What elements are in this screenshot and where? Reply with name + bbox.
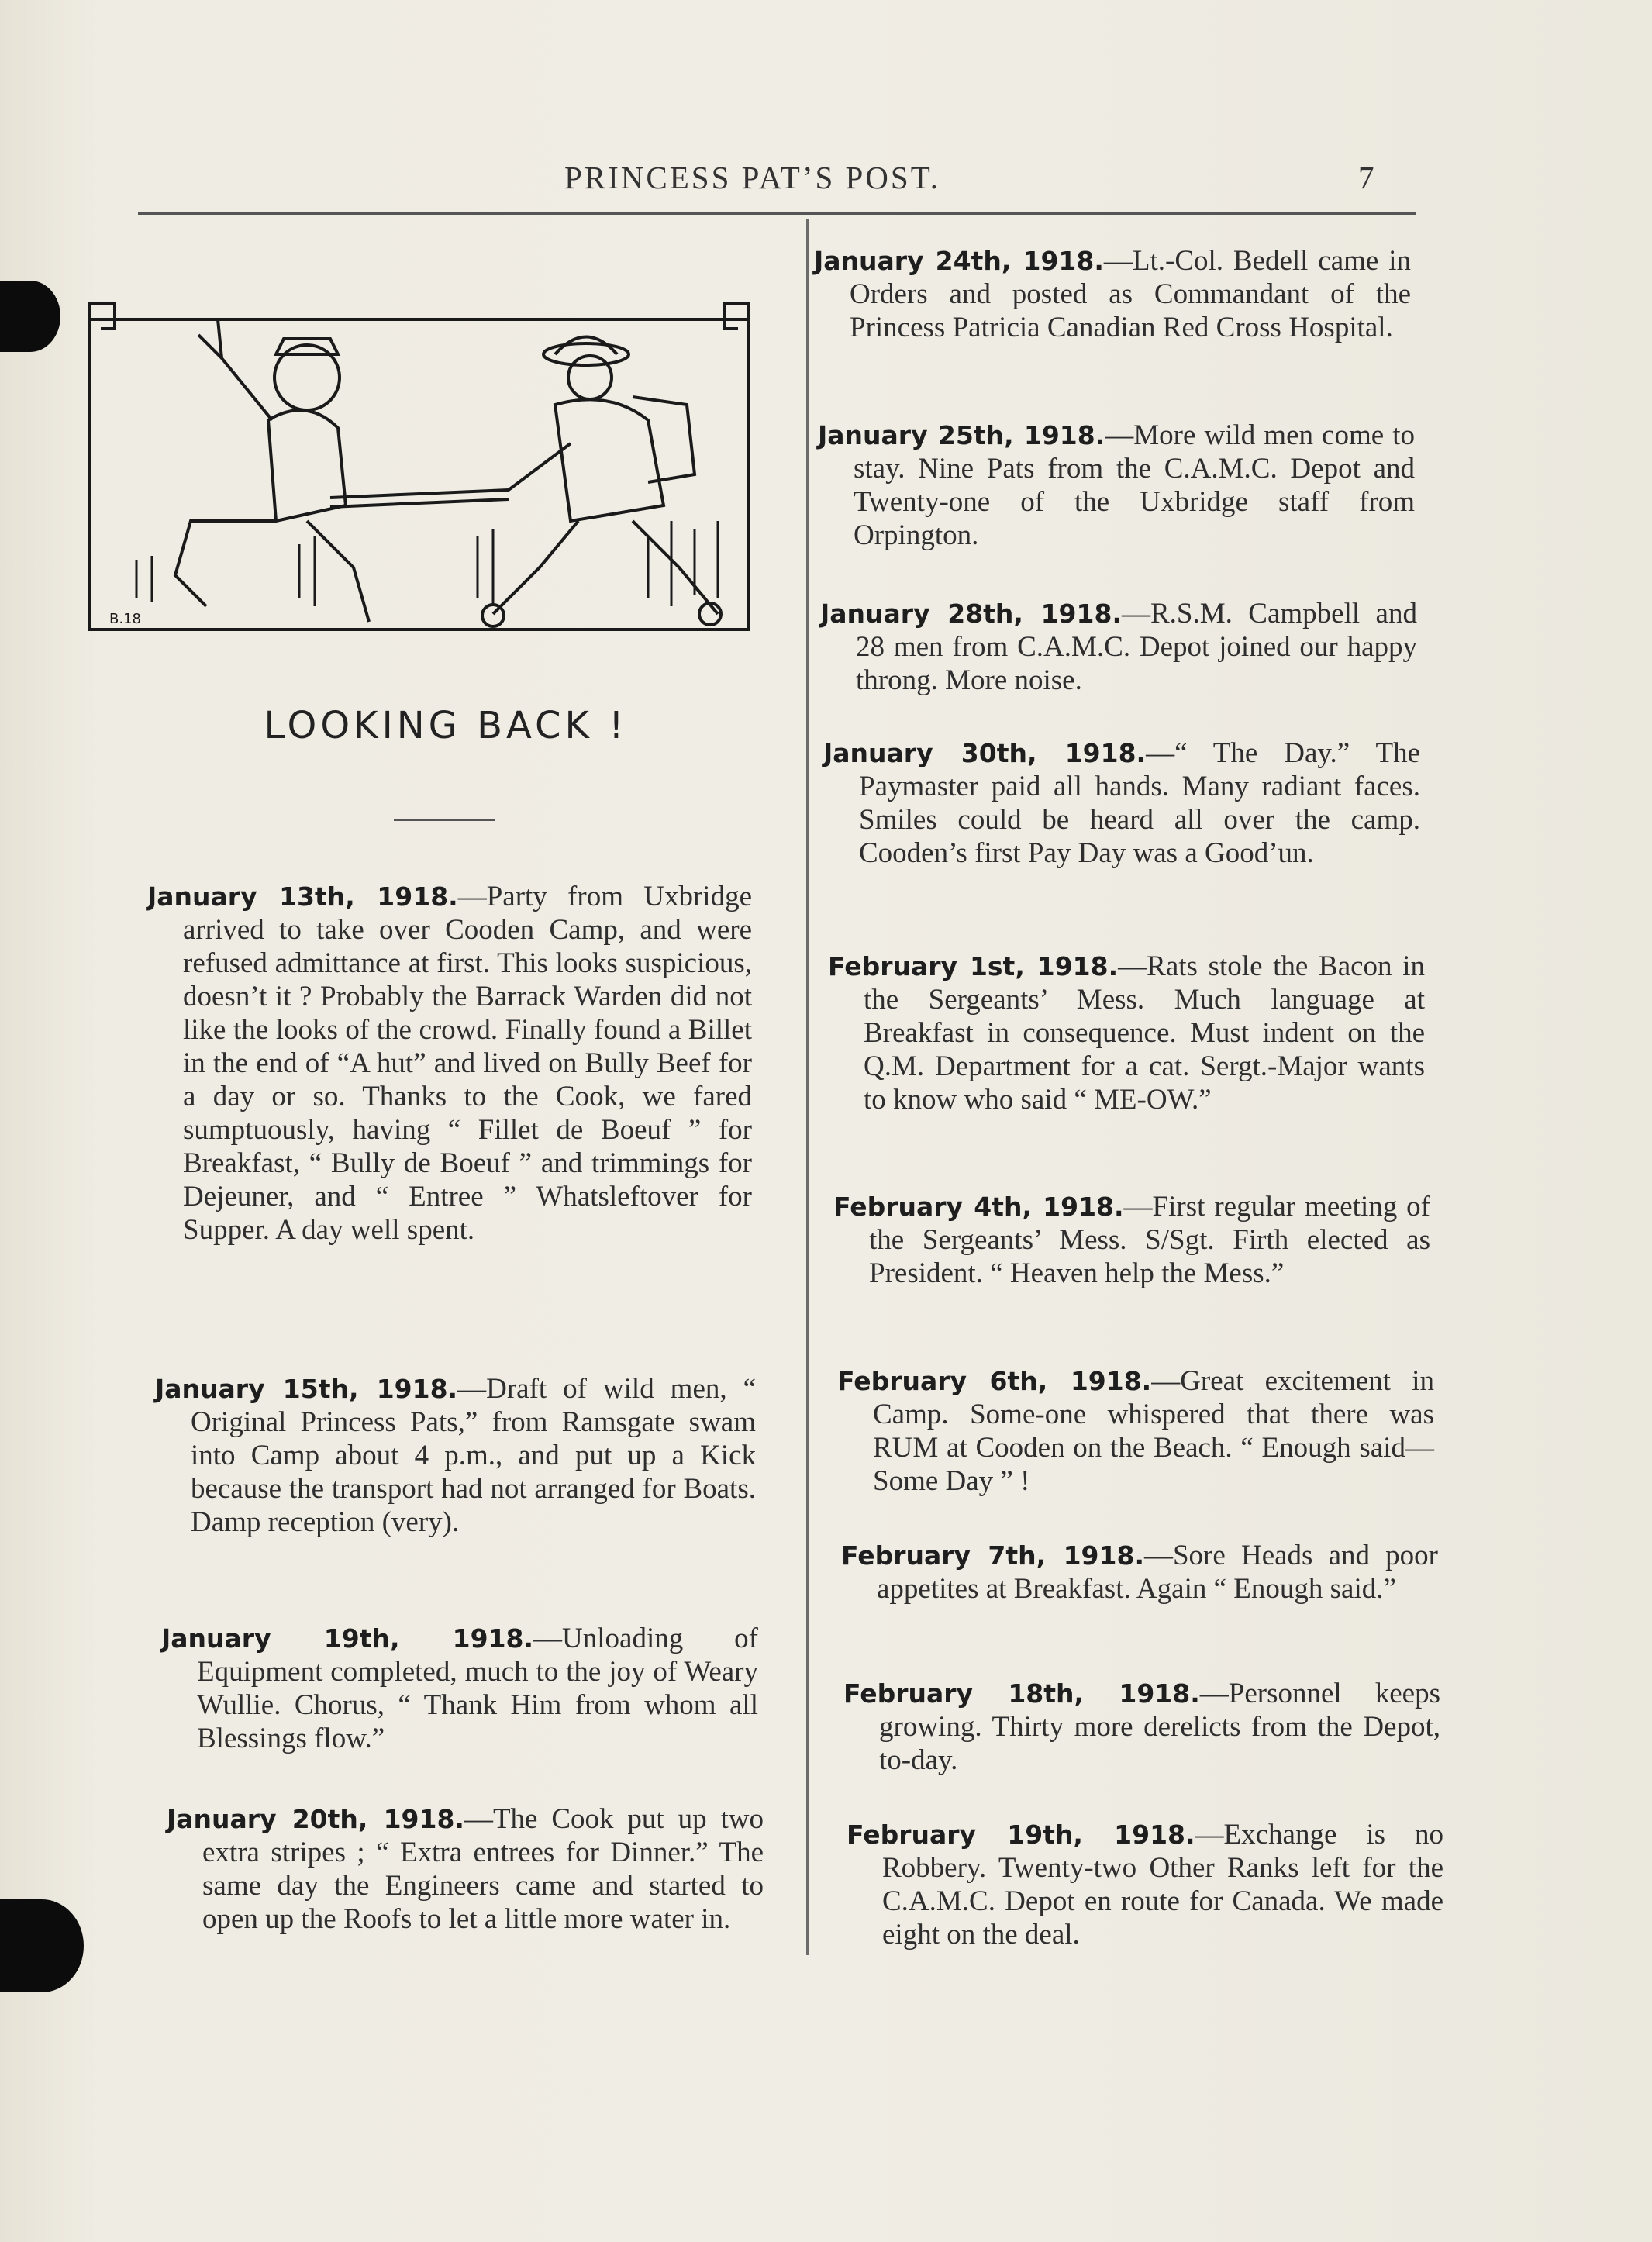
column-divider — [806, 219, 809, 1955]
entry-text: —Great excitement in Camp. Some-one whispered that there was RUM at Cooden on the Beach. “ Enough said—Some Day ” ! — [873, 1365, 1434, 1497]
entry-date: February 4th, 1918. — [833, 1192, 1124, 1222]
diary-entry — [828, 950, 1425, 1116]
entry-date: January 20th, 1918. — [167, 1804, 464, 1834]
entry-text: —The Cook put up two extra stripes ; “ Extra entrees for Dinner.” The same day the Engineers came and started to open up the Roofs to let a little more water in. — [202, 1803, 764, 1935]
diary-entry — [147, 880, 752, 1247]
entry-date: January 30th, 1918. — [823, 738, 1147, 768]
diary-entry — [833, 1190, 1430, 1290]
entry-text: —Sore Heads and poor appetites at Breakfast. Again “ Enough said.” — [877, 1540, 1439, 1605]
diary-entry — [843, 1677, 1440, 1777]
diary-entry — [837, 1364, 1434, 1498]
diary-entry — [818, 419, 1415, 552]
entry-text: —Lt.-Col. Bedell came in Orders and posted as Commandant of the Princess Patricia Canadian Red Cross Hospital. — [850, 245, 1411, 343]
diary-entry — [814, 244, 1411, 344]
diary-entry — [823, 736, 1420, 870]
page-number: 7 — [1358, 160, 1374, 195]
entry-text: —R.S.M. Campbell and 28 men from C.A.M.C. Depot joined our happy throng. More noise. — [856, 598, 1417, 696]
entry-text: —Rats stole the Bacon in the Sergeants’ Mess. Much language at Breakfast in consequence. Must indent on the Q.M. Department for a cat. Sergt.-Major wants to know who said “ ME-OW.” — [864, 950, 1425, 1116]
entry-text: —More wild men come to stay. Nine Pats from the C.A.M.C. Depot and Twenty-one of the Uxbridge staff from Orpington. — [854, 419, 1415, 551]
entry-date: January 15th, 1918. — [155, 1374, 458, 1404]
header-rule — [138, 212, 1416, 215]
diary-entry — [820, 597, 1417, 697]
entry-date: February 6th, 1918. — [837, 1366, 1152, 1396]
article-title: LOOKING BACK ! — [264, 704, 628, 747]
entry-text: —Draft of wild men, “ Original Princess Pats,” from Ramsgate swam into Camp about 4 p.m., and put up a Kick because the transport had not arranged for Boats. Damp reception (very). — [191, 1373, 756, 1538]
diary-entry — [167, 1802, 764, 1936]
entry-date: February 7th, 1918. — [841, 1540, 1144, 1571]
diary-entry — [155, 1372, 756, 1539]
title-rule — [394, 819, 495, 821]
entry-date: January 13th, 1918. — [147, 881, 458, 912]
entry-text: —Exchange is no Robbery. Twenty-two Other Ranks left for the C.A.M.C. Depot en route for Canada. We made eight on the deal. — [882, 1819, 1443, 1951]
entry-text: —“ The Day.” The Paymaster paid all hands. Many radiant faces. Smiles could be heard all over the camp. Cooden’s first Pay Day was a Good’un. — [859, 737, 1420, 869]
entry-text: —Party from Uxbridge arrived to take over Cooden Camp, and were refused admittance at first. This looks suspicious, doesn’t it ? Probably the Barrack Warden did not like the looks of the crowd. Finally found a Billet in the end of “A hut” and lived on Bully Beef for a day or so. Thanks to the Cook, we fared sumptuously, having “ Fillet de Boeuf ” for Breakfast, “ Bully de Boeuf ” and trimmings for Dejeuner, and “ Entree ” Whatsleftover for Supper. A day well spent. — [183, 881, 752, 1246]
entry-text: —Unloading of Equipment completed, much to the joy of Weary Wullie. Chorus, “ Thank Him from whom all Blessings flow.” — [197, 1623, 758, 1754]
entry-text: —Personnel keeps growing. Thirty more derelicts from the Depot, to-day. — [879, 1678, 1440, 1776]
entry-text: —First regular meeting of the Sergeants’ Mess. S/Sgt. Firth elected as President. “ Heaven help the Mess.” — [869, 1191, 1430, 1289]
diary-entry — [847, 1818, 1443, 1951]
punch-hole — [0, 1899, 84, 1992]
entry-date: February 1st, 1918. — [828, 951, 1119, 981]
diary-entry — [161, 1622, 758, 1755]
entry-date: February 19th, 1918. — [847, 1819, 1195, 1850]
entry-date: January 24th, 1918. — [814, 246, 1104, 276]
entry-date: January 19th, 1918. — [161, 1623, 534, 1654]
entry-date: January 28th, 1918. — [820, 598, 1122, 629]
punch-hole — [0, 281, 60, 352]
entry-date: February 18th, 1918. — [843, 1678, 1200, 1709]
artist-signature: B.18 — [109, 611, 141, 627]
running-title: PRINCESS PAT’S POST. — [564, 160, 940, 195]
diary-entry — [841, 1539, 1438, 1606]
entry-date: January 25th, 1918. — [818, 420, 1105, 450]
cartoon-soldier-sawing-icon — [74, 288, 764, 637]
